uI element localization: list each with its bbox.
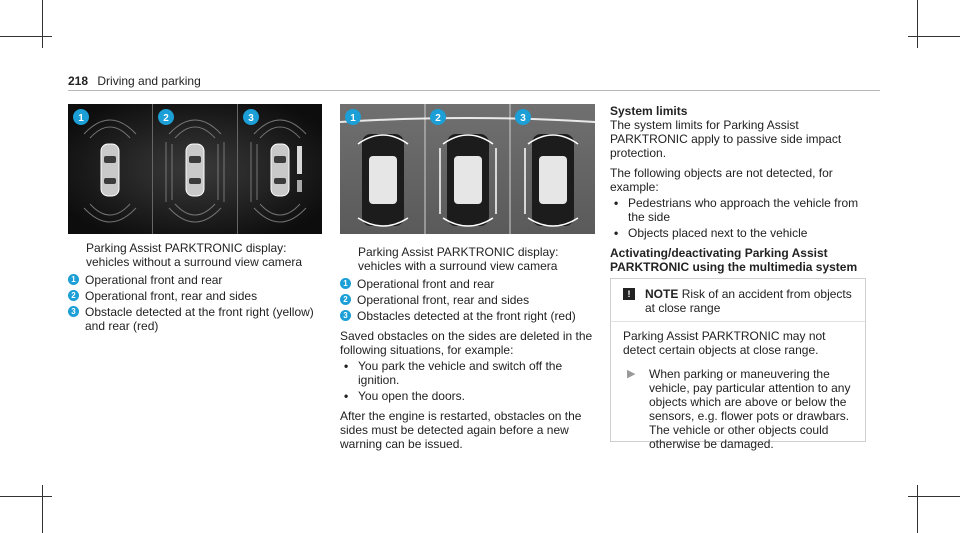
- body-paragraph: The following objects are not detected, for example:: [610, 166, 833, 194]
- bullet-icon: •: [344, 359, 349, 373]
- note-label: NOTE: [645, 287, 679, 301]
- crop-mark: [908, 496, 960, 497]
- page-number: 218: [68, 74, 89, 88]
- section-title: Driving and parking: [97, 74, 201, 88]
- note-heading: Risk of an accident from objects at close range: [645, 287, 852, 315]
- note-header: [611, 279, 865, 322]
- note-body: [611, 322, 865, 451]
- number-badge: 3: [340, 310, 351, 321]
- body-paragraph: The system limits for Parking Assist PARKTRONIC apply to passive side impact protection.: [610, 118, 842, 160]
- number-badge: 2: [340, 294, 351, 305]
- crop-mark: [0, 36, 52, 37]
- warning-icon: !: [623, 288, 635, 300]
- number-badge: 1: [340, 278, 351, 289]
- note-heading-text: [645, 287, 855, 315]
- number-badge: 3: [68, 306, 79, 317]
- figure2-caption-block: [340, 245, 598, 451]
- list-item-text: Operational front, rear and sides: [357, 293, 530, 307]
- bullet-icon: •: [344, 389, 349, 403]
- header-divider: [68, 90, 880, 91]
- bullet-text: You park the vehicle and switch off the ignition.: [358, 359, 563, 387]
- number-badge: 1: [68, 274, 79, 285]
- list-item-text: Operational front and rear: [357, 277, 495, 291]
- surround-view-camera-image: [340, 104, 595, 234]
- instruction-text: When parking or maneuvering the vehicle, pay particular attention to any objects which are above or below the sensors, e.g. flower pots or drawbars. The vehicle or other objects could otherwise be damaged.: [649, 367, 851, 451]
- bullet-item: [610, 226, 868, 240]
- body-paragraph: Saved obstacles on the sides are deleted in the following situations, for example:: [340, 329, 593, 357]
- crop-mark: [0, 496, 52, 497]
- list-item: [68, 273, 326, 287]
- crop-mark: [917, 0, 918, 48]
- crop-mark: [42, 0, 43, 48]
- bullet-text: Pedestrians who approach the vehicle from the side: [628, 196, 859, 224]
- figure-caption: Parking Assist PARKTRONIC display: vehicles with a surround view camera: [358, 245, 559, 273]
- crop-mark: [42, 485, 43, 533]
- bullet-icon: •: [614, 226, 619, 240]
- panel-label: 3: [520, 113, 526, 124]
- note-text: Parking Assist PARKTRONIC may not detect certain objects at close range.: [623, 329, 826, 357]
- panel-label: 1: [78, 113, 84, 124]
- bullet-text: Objects placed next to the vehicle: [628, 226, 808, 240]
- number-badge: 2: [68, 290, 79, 301]
- list-item-text: Operational front, rear and sides: [85, 289, 258, 303]
- panel-label: 2: [435, 113, 441, 124]
- system-limits-section: [610, 104, 868, 274]
- panel-label: 2: [163, 113, 169, 124]
- body-paragraph: After the engine is restarted, obstacles on the sides must be detected again before a new warning can be issued.: [340, 409, 582, 451]
- panel-label: 3: [248, 113, 254, 124]
- bullet-item: [340, 389, 598, 403]
- figure-caption: Parking Assist PARKTRONIC display: vehicles without a surround view camera: [86, 241, 303, 269]
- list-item-text: Obstacles detected at the front right (red): [357, 309, 576, 323]
- crop-mark: [908, 36, 960, 37]
- arrow-right-icon: ▶: [627, 368, 636, 380]
- bullet-icon: •: [614, 196, 619, 210]
- list-item: [68, 289, 326, 303]
- page-header: [68, 74, 201, 88]
- list-item: [340, 293, 598, 307]
- note-box: [610, 278, 866, 451]
- panel-label: 1: [350, 113, 356, 124]
- instruction-item: [623, 367, 855, 451]
- section-heading: System limits: [610, 104, 688, 118]
- list-item: [340, 277, 598, 291]
- list-item-text: Obstacle detected at the front right (yellow) and rear (red): [85, 305, 314, 333]
- bullet-item: [340, 359, 598, 387]
- list-item-text: Operational front and rear: [85, 273, 223, 287]
- parktronic-display-image: [68, 104, 322, 234]
- bullet-item: [610, 196, 868, 224]
- section-heading: Activating/deactivating Parking Assist PARKTRONIC using the multimedia system: [610, 246, 858, 274]
- crop-mark: [917, 485, 918, 533]
- list-item: [340, 309, 598, 323]
- list-item: [68, 305, 326, 333]
- figure1-caption-block: [68, 241, 326, 333]
- bullet-text: You open the doors.: [358, 389, 465, 403]
